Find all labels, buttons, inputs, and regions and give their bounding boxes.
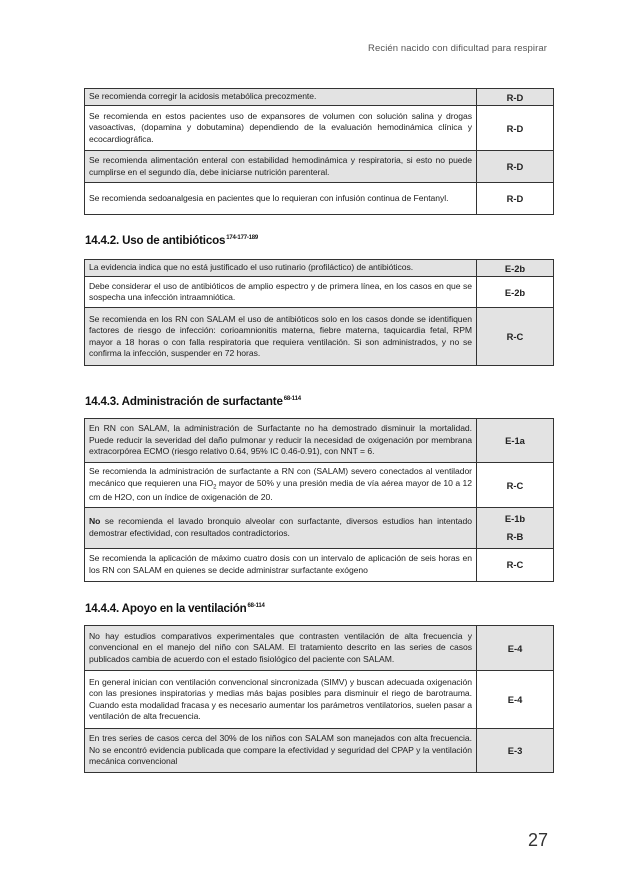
reference-superscript: 68-114 xyxy=(247,603,265,610)
evidence-level: R-D xyxy=(477,183,554,215)
recommendation-text: No hay estudios comparativos experimentales que contrasten ventilación de alta frecuencia y convencional en el manejo del niño con SALAM. El tratamiento descrito en las series de casos publicados cambia de acuerdo con el estado fisiológico del paciente con SALAM. xyxy=(85,626,477,671)
page-number: 27 xyxy=(527,830,548,850)
recommendation-text: Se recomienda corregir la acidosis metabólica precozmente. xyxy=(85,89,477,106)
evidence-level: R-D xyxy=(477,151,554,183)
recommendation-text: Se recomienda la administración de surfactante a RN con (SALAM) severo conectados al ventilador mecánico que requieren una FiO$_2$ mayor de 50% y una presión media de vía aérea mayor de 10 a 12 cm de H2O, con un índice de oxigenación de 20. xyxy=(85,463,477,508)
section-heading-ventilacion: 14.4.4. Apoyo en la ventilación$^{68-114}$ xyxy=(85,602,265,615)
recommendation-text: Se recomienda la aplicación de máximo cuatro dosis con un intervalo de aplicación de seis horas en los RN con SALAM en quienes se decide administrar surfactante exógeno xyxy=(85,548,477,581)
recommendation-text: En general inician con ventilación convencional sincronizada (SIMV) y buscan adecuada oxigenación con las presiones inspiratorias y medias más bajas posibles para disminuir el riego de barotrauma. Cuando esta modalidad fracasa y es necesario aumentar los parámetros ventilatorios, suelen pasar a ventilación de alta frecuencia. xyxy=(85,671,477,729)
table-row xyxy=(85,419,554,463)
table-row xyxy=(85,671,554,729)
recommendations-table-surfactante xyxy=(84,418,553,582)
table-row xyxy=(85,260,554,277)
recommendation-text: La evidencia indica que no está justificado el uso rutinario (profiláctico) de antibióticos. xyxy=(85,260,477,277)
subscript-two: 2 xyxy=(213,484,217,491)
recommendations-table-antibioticos xyxy=(84,259,553,366)
section-heading-antibioticos: 14.4.2. Uso de antibióticos$^{174-177-189}$ xyxy=(85,234,259,247)
recommendation-text: Se recomienda alimentación enteral con estabilidad hemodinámica y respiratoria, si esto no puede cumplirse en el segundo día, debe iniciarse nutrición parenteral. xyxy=(85,151,477,183)
evidence-level: E-4 xyxy=(477,626,554,671)
reference-superscript: 174-177-189 xyxy=(226,235,259,242)
evidence-level: R-C xyxy=(477,308,554,366)
table-row xyxy=(85,729,554,773)
table-row xyxy=(85,183,554,215)
recommendation-text: Debe considerar el uso de antibióticos de amplio espectro y de primera línea, en los casos en que se sospecha una infección intraamniótica. xyxy=(85,277,477,308)
table-row xyxy=(85,308,554,366)
running-head: Recién nacido con dificultad para respirar xyxy=(368,43,547,54)
evidence-level: R-C xyxy=(477,548,554,581)
recommendations-table-ventilacion xyxy=(84,625,553,773)
evidence-level: R-D xyxy=(477,106,554,151)
evidence-level-a: E-1b xyxy=(504,513,526,524)
table-row xyxy=(85,626,554,671)
recommendations-table-general xyxy=(84,88,553,215)
reference-superscript: 68-114 xyxy=(283,396,301,403)
evidence-level: E-2b xyxy=(477,260,554,277)
recommendation-text: Se recomienda en los RN con SALAM el uso de antibióticos solo en los casos donde se identifiquen factores de riesgo de infección: corioamnionitis materna, fiebre materna, taquicardia fetal, RPM mayor a 18 horas o con falla respiratoria que requiera ventilación. Si son administrados, y no se confirma la infección, suspender en 72 horas. xyxy=(85,308,477,366)
recommendation-text: Se recomienda sedoanalgesia en pacientes que lo requieran con infusión continua de Fentanyl. xyxy=(85,183,477,215)
recommendation-text: En RN con SALAM, la administración de Surfactante no ha demostrado disminuir la mortalidad. Puede reducir la severidad del daño pulmonar y reducir la necesidad de oxigenación por membrana extracorpórea ECMO (riesgo relativo 0.64, 95% IC 0.46-0.91), con NNT = 6. xyxy=(85,419,477,463)
table-row xyxy=(85,151,554,183)
recommendation-text: En tres series de casos cerca del 30% de los niños con SALAM son manejados con alta frecuencia. No se encontró evidencia publicada que compare la efectividad y seguridad del CPAP y la ventilación mecánica convencional xyxy=(85,729,477,773)
recommendation-text: Se recomienda en estos pacientes uso de expansores de volumen con solución salina y drogas vasoactivas, (dopamina y dobutamina) dependiendo de la evaluación hemodinámica clínica y ecocardiográfica. xyxy=(85,106,477,151)
section-heading-surfactante: 14.4.3. Administración de surfactante$^{68-114}$ xyxy=(85,395,301,408)
evidence-level: E-4 xyxy=(477,671,554,729)
evidence-level: E-1a xyxy=(477,419,554,463)
table-row xyxy=(85,463,554,508)
evidence-level-b: R-B xyxy=(506,530,524,542)
recommendation-text: No se recomienda el lavado bronquio alveolar con surfactante, diversos estudios han intentado demostrar efectividad, con resultados contradictorios. xyxy=(85,508,477,549)
evidence-level: E-2b xyxy=(477,277,554,308)
evidence-level: R-D xyxy=(477,89,554,106)
table-row xyxy=(85,548,554,581)
table-row xyxy=(85,89,554,106)
evidence-level xyxy=(477,508,554,549)
evidence-level: R-C xyxy=(477,463,554,508)
table-row xyxy=(85,508,554,549)
table-row xyxy=(85,106,554,151)
table-row xyxy=(85,277,554,308)
evidence-level: E-3 xyxy=(477,729,554,773)
negation-emphasis: No xyxy=(89,516,101,527)
